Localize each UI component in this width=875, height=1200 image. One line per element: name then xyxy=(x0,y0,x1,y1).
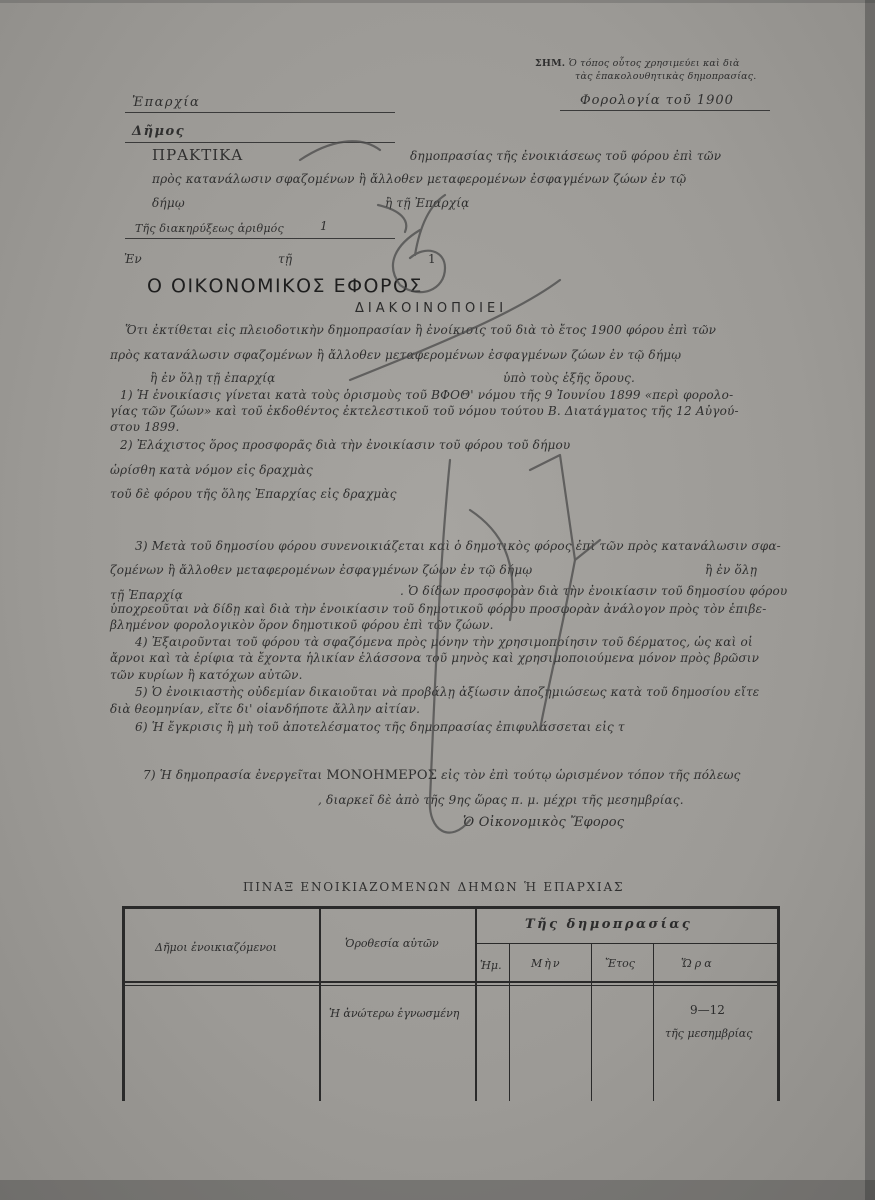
praktika-dimo: δήμῳ xyxy=(152,196,185,210)
term-3-line-3a: τῇ Ἐπαρχίᾳ xyxy=(110,588,184,602)
term-1-line-3: στου 1899. xyxy=(110,420,180,434)
term-2-line-3: τοῦ δὲ φόρου τῆς ὅλης Ἐπαρχίας εἰς δραχμὰς xyxy=(110,487,397,501)
pencil-mark-small xyxy=(378,205,406,232)
pencil-mark-four-tail xyxy=(540,560,575,730)
term-7-part-c: εἰς τὸν ἐπὶ τούτῳ ὡρισμένον τόπον τῆς πόλεως xyxy=(441,768,741,782)
term-4-line-2: ἄρνοι καὶ τὰ ἐρίφια τὰ ἔχοντα ἡλικίαν ἐλάσσονα τοῦ μηνὸς καὶ χρησιμοποιούμενα μόνον πρὸς βρῶσιν xyxy=(110,651,760,665)
note-label: ΣΗΜ. xyxy=(535,58,566,69)
dimos-label: Δῆμος xyxy=(132,124,186,139)
praktika-line-1: δημοπρασίας τῆς ἐνοικιάσεως τοῦ φόρου ἐπὶ τῶν xyxy=(410,149,722,163)
term-3-line-4: ὑποχρεοῦται νὰ δίδῃ καὶ διὰ τὴν ἐνοικίασιν τοῦ δημοτικοῦ φόρου προσφορὰν ἀνάλογον πρὸς τὸν ἐπιβε- xyxy=(110,602,767,616)
eparchia-label: Ἐπαρχία xyxy=(132,95,201,110)
pencil-mark-six-stem xyxy=(415,195,445,255)
col-header-imera: Ἡμ. xyxy=(480,959,502,972)
intro-line-1: Ὅτι ἐκτίθεται εἰς πλειοδοτικὴν δημοπρασίαν ἢ ἐνοίκισις τοῦ διὰ τὸ ἔτος 1900 φόρου ἐπὶ τῶν xyxy=(125,323,717,337)
term-7-part-b: ΜΟΝΟΗΜΕΡΟΣ xyxy=(326,768,438,783)
term-3-line-5: βλημένον φορολογικὸν ὅρον δημοτικοῦ φόρου ἐπὶ τῶν ζώων. xyxy=(110,618,494,632)
term-2-line-2: ὡρίσθη κατὰ νόμον εἰς δραχμὰς xyxy=(110,463,313,477)
pencil-mark-four xyxy=(530,455,600,560)
pencil-mark-top xyxy=(300,141,380,160)
forologia-label: Φορολογία τοῦ 1900 xyxy=(580,93,734,108)
col-header-minas: Μὴν xyxy=(531,957,562,970)
intro-line-3b: ὑπὸ τοὺς ἑξῆς ὅρους. xyxy=(503,371,636,385)
cell-ora-2: τῆς μεσημβρίας xyxy=(665,1027,753,1040)
diakirixeos-label: Τῆς διακηρύξεως ἀριθμός xyxy=(135,222,284,235)
term-3-line-2b: ἢ ἐν ὅλῃ xyxy=(705,563,758,577)
term-1-line-2: γίας τῶν ζώων» καὶ τοῦ ἐκδοθέντος ἐκτελεστικοῦ τοῦ νόμου τούτου Β. Διατάγματος τῆς 12 Αὐγού- xyxy=(110,404,739,418)
col-header-dimoprasia: Τῆς δημοπρασίας xyxy=(525,917,693,932)
intro-line-3a: ἢ ἐν ὅλῃ τῇ ἐπαρχίᾳ xyxy=(150,371,276,385)
note-line-2: τὰς ἐπακολουθητικὰς δημοπρασίας. xyxy=(575,71,757,82)
pencil-mark-curve xyxy=(470,510,513,620)
term-1-line-1: 1) Ἡ ἐνοικίασις γίνεται κατὰ τοὺς ὁρισμοὺς τοῦ ΒΦΟΘ' νόμου τῆς 9 Ἰουνίου 1899 «περὶ φορολο- xyxy=(120,388,734,402)
term-5-line-1: 5) Ὁ ἐνοικιαστὴς οὐδεμίαν δικαιοῦται νὰ προβάλῃ ἀξίωσιν ἀποζημιώσεως κατὰ τοῦ δημοσίου εἴτε xyxy=(135,685,760,699)
praktika-line-2: πρὸς κατανάλωσιν σφαζομένων ἢ ἄλλοθεν μεταφερομένων ἐσφαγμένων ζώων ἐν τῷ xyxy=(152,172,687,186)
term-4-line-1: 4) Ἐξαιροῦνται τοῦ φόρου τὰ σφαζόμενα πρὸς μόνην τὴν χρησιμοποίησιν τοῦ δέρματος, ὡς καὶ οἱ xyxy=(135,635,753,649)
term-4-line-3: τῶν κυρίων ἢ κατόχων αὐτῶν. xyxy=(110,668,303,682)
pencil-mark-long-stroke xyxy=(430,460,470,833)
ti-label: τῇ xyxy=(278,252,293,266)
page-title: Ο ΟΙΚΟΝΟΜΙΚΟΣ ΕΦΟΡΟΣ xyxy=(147,275,423,297)
term-3-line-3b: . Ὁ δίδων προσφορὰν διὰ τὴν ἐνοικίασιν τοῦ δημοσίου φόρου xyxy=(400,584,788,598)
note-text-1: Ὁ τόπος οὗτος χρησιμεύει καὶ διὰ xyxy=(568,58,740,69)
page-subtitle: ΔΙΑΚΟΙΝΟΠΟΙΕΙ xyxy=(355,301,508,316)
en-label: Ἐν xyxy=(124,252,142,266)
cell-orothesia: Ἡ ἀνώτερω ἐγνωσμένη xyxy=(329,1007,460,1020)
term-2-line-1: 2) Ἐλάχιστος ὅρος προσφορᾶς διὰ τὴν ἐνοικίασιν τοῦ φόρου τοῦ δήμου xyxy=(120,438,571,452)
term-6-line-1: 6) Ἡ ἔγκρισις ἢ μὴ τοῦ ἀποτελέσματος τῆς δημοπρασίας ἐπιφυλάσσεται εἰς τ xyxy=(135,720,625,734)
en-number: 1 xyxy=(428,252,436,266)
pencil-mark-diagonal xyxy=(350,280,560,380)
col-header-etos: Ἔτος xyxy=(605,957,635,970)
col-header-orothesia: Ὁροθεσία αὐτῶν xyxy=(345,937,439,950)
col-header-ora: Ὥρα xyxy=(681,957,715,970)
praktika-word: ΠΡΑΚΤΙΚΑ xyxy=(152,146,244,164)
praktika-eparchia: ἢ τῇ Ἐπαρχίᾳ xyxy=(385,196,470,210)
term-7-part-a: 7) Ἡ δημοπρασία ἐνεργεῖται xyxy=(143,768,323,782)
signature-line: Ὁ Οἰκονομικὸς Ἔφορος xyxy=(463,815,625,830)
term-3-line-2a: ζομένων ἢ ἄλλοθεν μεταφερομένων ἐσφαγμένων ζώων ἐν τῷ δήμῳ xyxy=(110,563,533,577)
term-3-line-1: 3) Μετὰ τοῦ δημοσίου φόρου συνενοικιάζεται καὶ ὁ δημοτικὸς φόρος ἐπὶ τῶν πρὸς κατανάλωσιν σφα- xyxy=(135,539,781,553)
term-5-line-2: διὰ θεομηνίαν, εἴτε δι' οἱανδήποτε ἄλλην αἰτίαν. xyxy=(110,702,421,716)
diakirixeos-number: 1 xyxy=(320,219,328,233)
term-7-line-2: , διαρκεῖ δὲ ἀπὸ τῆς 9ης ὥρας π. μ. μέχρι τῆς μεσημβρίας. xyxy=(318,793,684,807)
cell-ora-1: 9—12 xyxy=(690,1003,725,1017)
table-caption: ΠΙΝΑΞ ΕΝΟΙΚΙΑΖΟΜΕΝΩΝ ΔΗΜΩΝ Ἡ ΕΠΑΡΧΙΑΣ xyxy=(243,880,625,894)
intro-line-2: πρὸς κατανάλωσιν σφαζομένων ἢ ἄλλοθεν μεταφερομένων ἐσφαγμένων ζώων ἐν τῷ δήμῳ xyxy=(110,348,682,362)
col-header-dimoi: Δῆμοι ἐνοικιαζόμενοι xyxy=(155,941,277,954)
